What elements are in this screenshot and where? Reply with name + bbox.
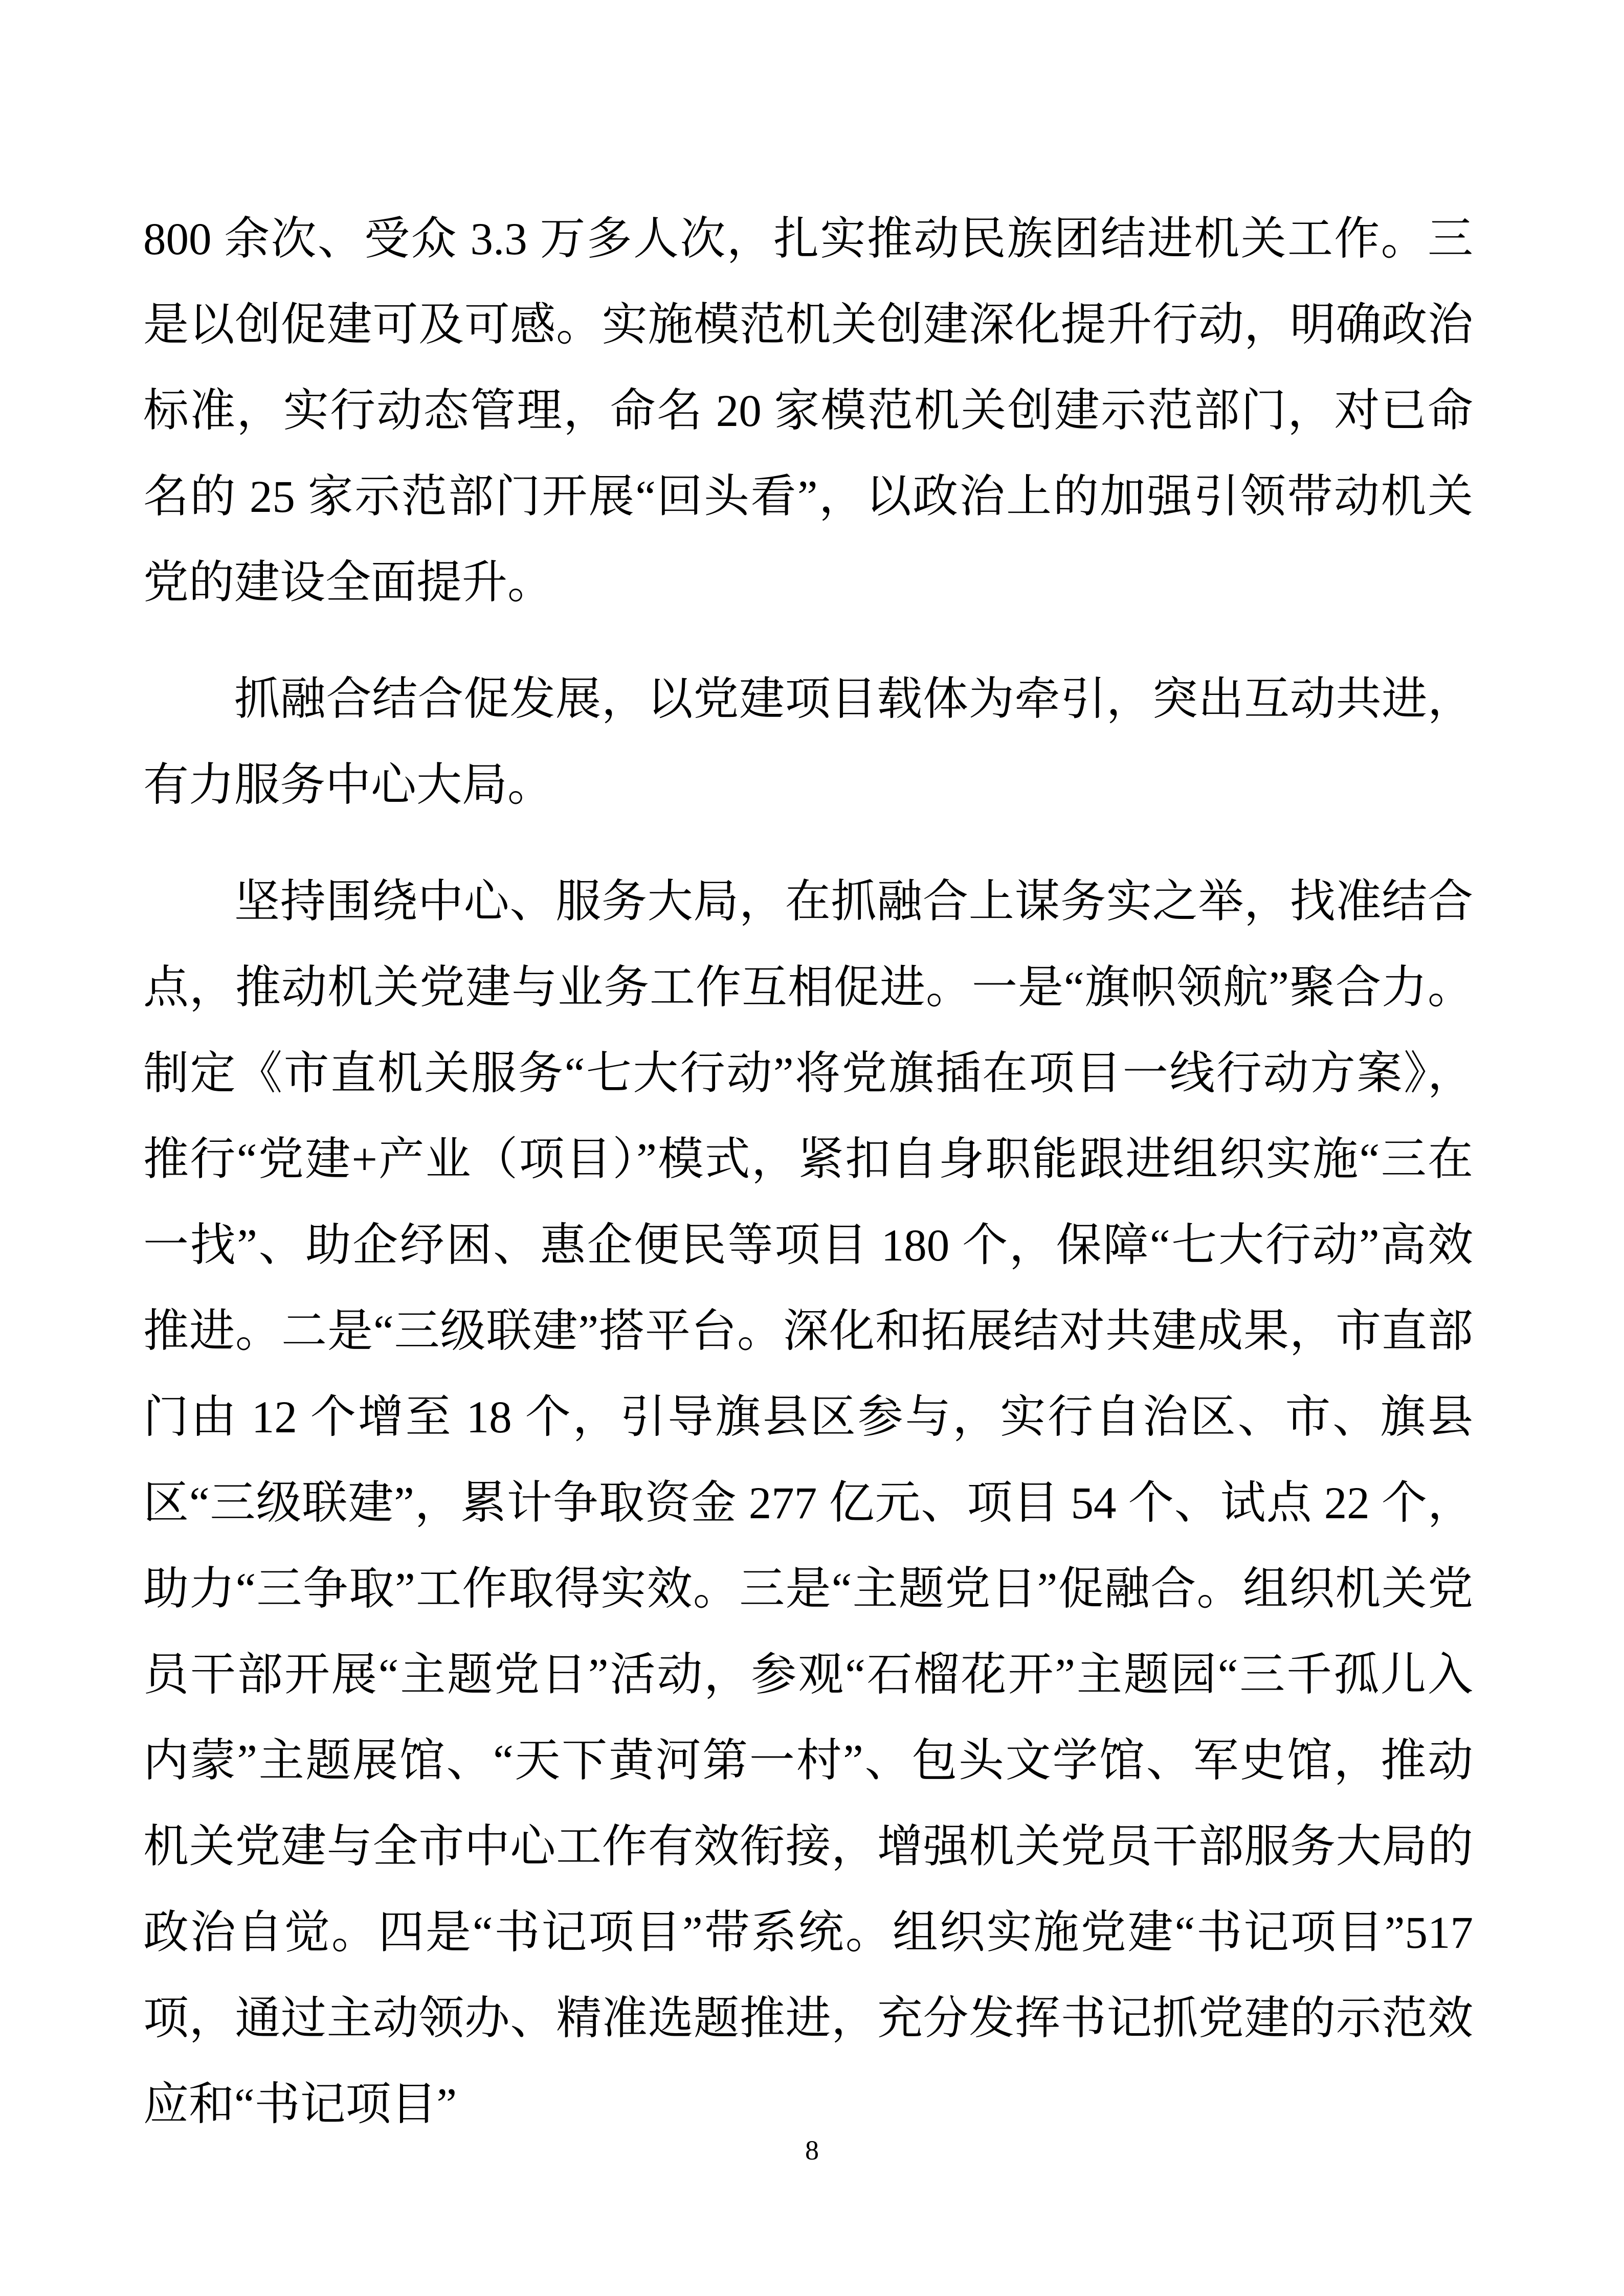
document-body	[143, 196, 1473, 2148]
paragraph-detail: 坚持围绕中心、服务大局，在抓融合上谋务实之举，找准结合点，推动机关党建与业务工作互相促进。一是“旗帜领航”聚合力。制定《市直机关服务“七大行动”将党旗插在项目一线行动方案》，推行“党建+产业（项目）”模式，紧扣自身职能跟进组织实施“三在一找”、助企纾困、惠企便民等项目 180 个，保障“七大行动”高效推进。二是“三级联建”搭平台。深化和拓展结对共建成果，市直部门由 12 个增至 18 个，引导旗县区参与，实行自治区、市、旗县区“三级联建”，累计争取资金 277 亿元、项目 54 个、试点 22 个，助力“三争取”工作取得实效。三是“主题党日”促融合。组织机关党员干部开展“主题党日”活动，参观“石榴花开”主题园“三千孤儿入内蒙”主题展馆、“天下黄河第一村”、包头文学馆、军史馆，推动机关党建与全市中心工作有效衔接，增强机关党员干部服务大局的政治自觉。四是“书记项目”带系统。组织实施党建“书记项目”517 项，通过主动领办、精准选题推进，充分发挥书记抓党建的示范效应和“书记项目”	[143, 877, 1473, 2130]
paragraph-continuation: 800 余次、受众 3.3 万多人次，扎实推动民族团结进机关工作。三是以创促建可及可感。实施模范机关创建深化提升行动，明确政治标准，实行动态管理，命名 20 家模范机关创建示范部门，对已命名的 25 家示范部门开展“回头看”，以政治上的加强引领带动机关党的建设全面提升。	[143, 214, 1473, 608]
page-number: 8	[805, 2135, 819, 2166]
paragraph-theme-lead: 抓融合结合促发展，以党建项目载体为牵引，突出互动共进，有力服务中心大局。	[143, 674, 1473, 811]
